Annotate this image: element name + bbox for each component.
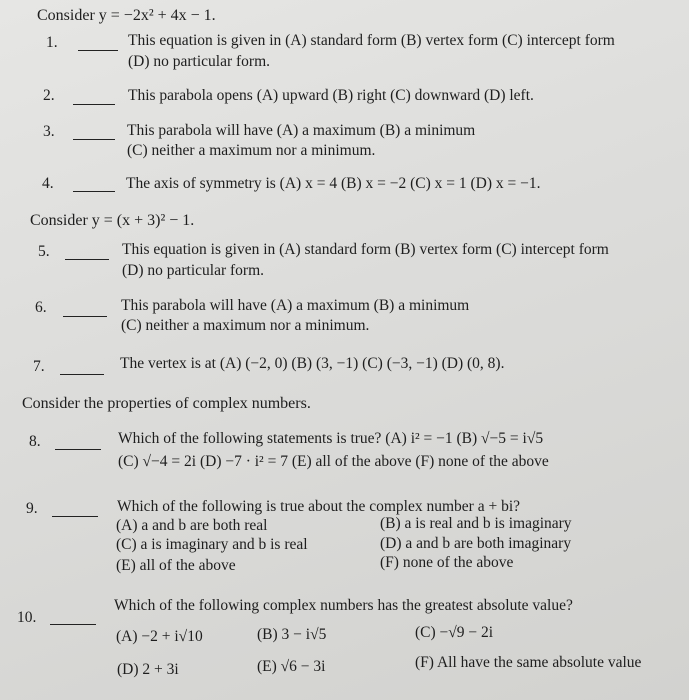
question-number: 4. <box>42 175 54 192</box>
option-b: (B) 3 − i√5 <box>257 626 327 643</box>
question-text: The vertex is at (A) (−2, 0) (B) (3, −1) (C) (−3, −1) (D) (0, 8). <box>120 355 505 372</box>
answer-blank[interactable] <box>73 139 115 140</box>
question-text: (D) no particular form. <box>122 262 265 279</box>
question-text: This parabola opens (A) upward (B) right (C) downward (D) left. <box>128 87 534 104</box>
option-d: (D) 2 + 3i <box>117 661 179 678</box>
answer-blank[interactable] <box>50 624 96 625</box>
answer-blank[interactable] <box>55 449 101 450</box>
option-f: (F) none of the above <box>380 554 514 571</box>
question-number: 5. <box>38 243 50 260</box>
option-a: (A) a and b are both real <box>116 517 268 534</box>
question-text: This equation is given in (A) standard form (B) vertex form (C) intercept form <box>128 32 615 49</box>
answer-blank[interactable] <box>52 516 98 517</box>
question-number: 7. <box>33 358 45 375</box>
question-text: (C) neither a maximum nor a minimum. <box>121 317 370 334</box>
option-c: (C) −√9 − 2i <box>415 624 494 641</box>
question-number: 2. <box>43 87 55 104</box>
option-d: (D) a and b are both imaginary <box>380 535 572 552</box>
answer-blank[interactable] <box>60 374 104 375</box>
question-text: Which of the following statements is true? (A) i² = −1 (B) √−5 = i√5 <box>118 430 544 447</box>
question-text: This equation is given in (A) standard form (B) vertex form (C) intercept form <box>122 241 609 258</box>
question-number: 10. <box>17 609 37 626</box>
answer-blank[interactable] <box>63 316 107 317</box>
question-text: (C) √−4 = 2i (D) −7 · i² = 7 (E) all of the above (F) none of the above <box>118 453 549 470</box>
question-number: 3. <box>43 123 55 140</box>
question-text: This parabola will have (A) a maximum (B) a minimum <box>127 122 476 139</box>
section-header-2: Consider y = (x + 3)² − 1. <box>30 212 195 229</box>
answer-blank[interactable] <box>73 191 115 192</box>
question-text: This parabola will have (A) a maximum (B) a minimum <box>121 297 470 314</box>
question-number: 8. <box>29 433 41 450</box>
option-f: (F) All have the same absolute value <box>415 654 642 671</box>
section-header-3: Consider the properties of complex numbers. <box>22 395 311 412</box>
option-a: (A) −2 + i√10 <box>116 628 203 645</box>
question-text: The axis of symmetry is (A) x = 4 (B) x = −2 (C) x = 1 (D) x = −1. <box>126 175 541 192</box>
answer-blank[interactable] <box>78 50 118 51</box>
question-text: (C) neither a maximum nor a minimum. <box>127 142 376 159</box>
question-number: 9. <box>26 500 38 517</box>
question-text: Which of the following is true about the complex number a + bi? <box>117 498 521 515</box>
answer-blank[interactable] <box>65 259 109 260</box>
question-number: 1. <box>46 34 58 51</box>
question-number: 6. <box>35 299 47 316</box>
option-b: (B) a is real and b is imaginary <box>380 515 572 532</box>
question-text: Which of the following complex numbers has the greatest absolute value? <box>114 597 573 614</box>
question-text: (D) no particular form. <box>128 53 271 70</box>
option-e: (E) all of the above <box>116 557 236 574</box>
option-e: (E) √6 − 3i <box>257 658 326 675</box>
option-c: (C) a is imaginary and b is real <box>116 536 308 553</box>
answer-blank[interactable] <box>73 104 115 105</box>
section-header-1: Consider y = −2x² + 4x − 1. <box>37 7 216 24</box>
